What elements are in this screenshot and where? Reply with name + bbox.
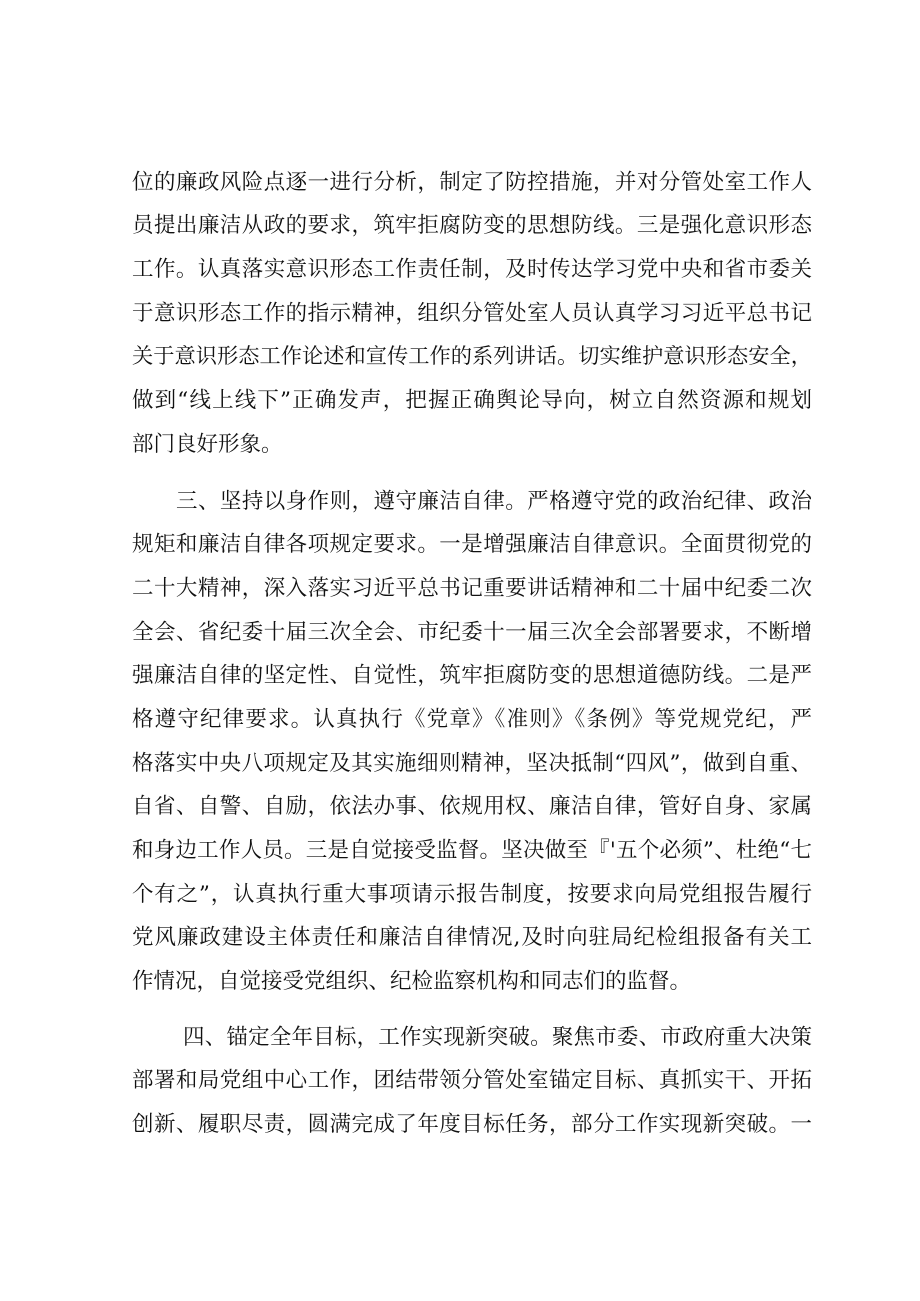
paragraph-3-line-2: 部署和局党组中心工作，团结带领分管处室锚定目标、真抓实干、开拓 [132,1068,812,1093]
paragraph-1-line-5: 关于意识形态工作论述和宣传工作的系列讲话。切实维护意识形态安全， [132,344,813,369]
paragraph-2-line-1: 三、坚持以身作则，遵守廉洁自律。严格遵守党的政治纪律、政治 [176,489,812,514]
paragraph-2-line-12: 作情况，自觉接受党组织、纪检监察机构和同志们的监督。 [132,969,692,994]
paragraph-2-line-4: 全会、省纪委十届三次全会、市纪委十一届三次全会部署要求，不断增 [132,620,812,645]
paragraph-2-line-10: 个有之”，认真执行重大事项请示报告制度，按要求向局党组报告履行 [132,882,812,907]
paragraph-3-line-3: 创新、履职尽责，圆满完成了年度目标任务，部分工作实现新突破。一 [132,1112,812,1137]
paragraph-2-line-6: 格遵守纪律要求。认真执行《党章》《准则》《条例》等党规党纪，严 [132,707,812,732]
paragraph-2-line-8: 自省、自警、自励，依法办事、依规用权、廉洁自律，管好自身、家属 [132,794,812,819]
paragraph-2-line-7: 格落实中央八项规定及其实施细则精神，坚决抵制“四风”，做到自重、 [132,751,812,776]
paragraph-1-line-7: 部门良好形象。 [132,432,283,457]
paragraph-1-line-3: 工作。认真落实意识形态工作责任制，及时传达学习党中央和省市委关 [132,257,812,282]
paragraph-1-line-2: 员提出廉洁从政的要求，筑牢拒腐防变的思想防线。三是强化意识形态 [132,213,812,238]
paragraph-2-line-9: 和身边工作人员。三是自觉接受监督。坚决做至『'五个必须”、杜绝“七 [132,838,812,863]
paragraph-2-line-5: 强廉洁自律的坚定性、自觉性，筑牢拒腐防变的思想道德防线。二是严 [132,663,812,688]
paragraph-2-line-2: 规矩和廉洁自律各项规定要求。一是增强廉洁自律意识。全面贯彻党的 [132,532,812,557]
paragraph-3-line-1: 四、锚定全年目标，工作实现新突破。聚焦市委、市政府重大决策 [183,1025,812,1050]
paragraph-2-line-3: 二十大精神，深入落实习近平总书记重要讲话精神和二十届中纪委二次 [132,576,812,601]
paragraph-1-line-1: 位的廉政风险点逐一进行分析，制定了防控措施，并对分管处室工作人 [132,170,812,195]
paragraph-2-line-11: 党风廉政建设主体责任和廉洁自律情况,及时向驻局纪检组报备有关工 [132,925,812,950]
paragraph-1-line-6: 做到“线上线下”正确发声，把握正确舆论导向，树立自然资源和规划 [132,388,812,413]
paragraph-1-line-4: 于意识形态工作的指示精神，组织分管处室人员认真学习习近平总书记 [132,301,812,326]
